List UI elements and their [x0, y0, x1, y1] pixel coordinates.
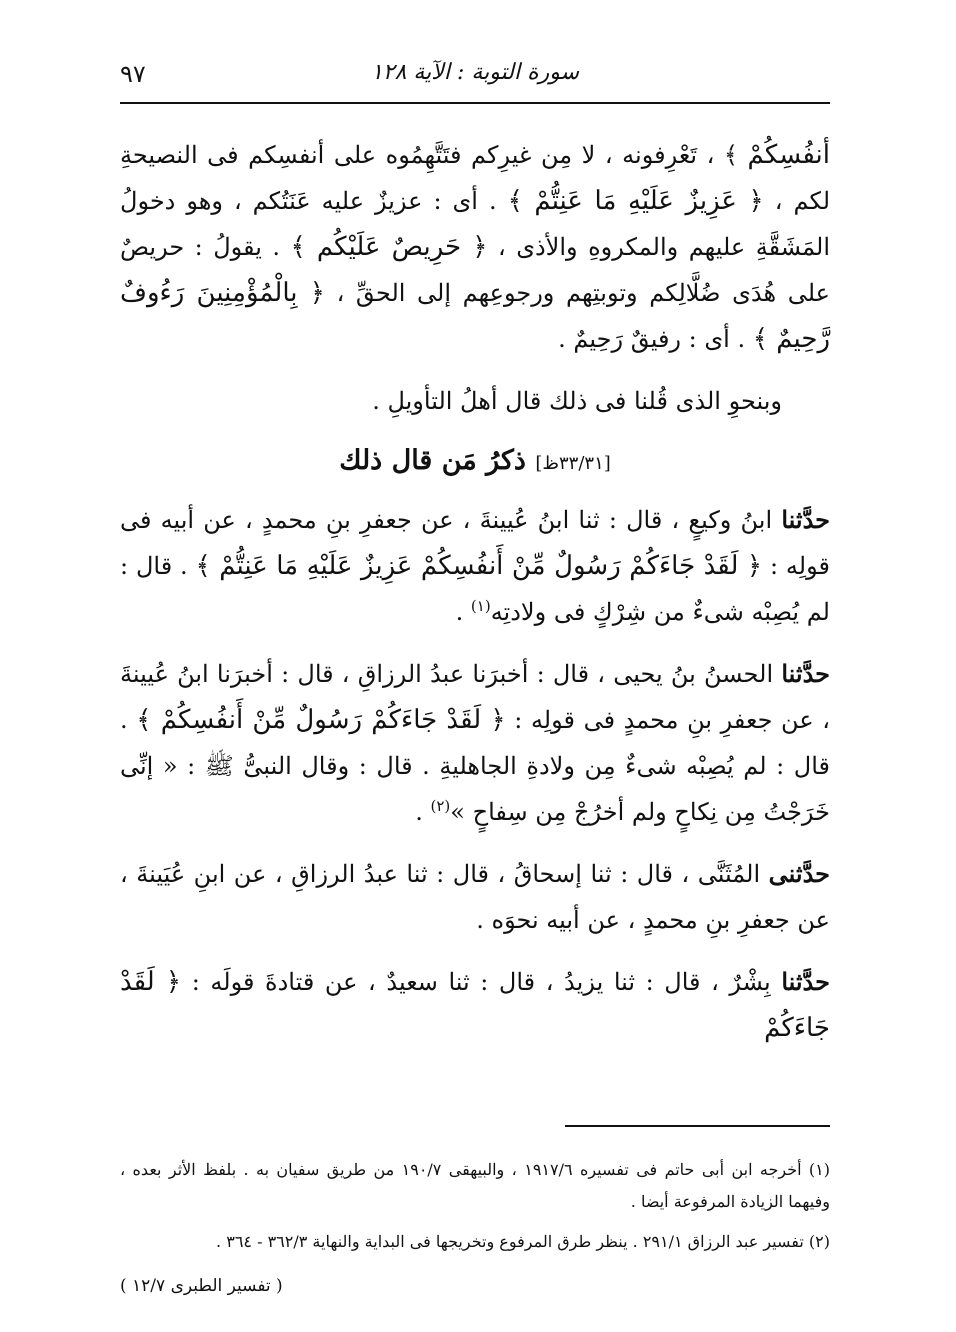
quran-quote: ﴿ بِالْمُؤْمِنِينَ رَءُوفٌ رَّحِيمٌ ﴾ [120, 278, 830, 354]
text-run: . [415, 798, 423, 826]
text-run: الحسنُ بنُ يحيى ، قال : أخبرَنا عبدُ الرزاقِ ، قال : أخبرَنا ابنُ عُيينةَ ، عن جعفرِ بنِ محمدٍ فى قولِه : [120, 660, 830, 734]
narration-lead: حدَّثنا [781, 967, 830, 996]
text-run: . قال : لم يُصِبْه شىءٌ من شِرْكٍ فى ولادتِه [120, 552, 830, 626]
text-run: . قال : لم يُصِبْه شىءٌ مِن ولادةِ الجاهليةِ . قال : وقال النبىُّ ﷺ : « إنِّى خَرَجْتُ مِن نِكاحٍ ولم أخرُجْ مِن سِفاحٍ » [120, 706, 830, 826]
footnote-divider [565, 1125, 830, 1127]
page-number: ٩٧ [120, 60, 146, 88]
quran-quote: ﴿ لَقَدْ جَاءَكُمْ رَسُولٌ مِّنْ أَنفُسِكُمْ عَزِيزٌ عَلَيْهِ مَا عَنِتُّمْ ﴾ [195, 551, 763, 581]
paragraph-narration-2 [120, 651, 830, 835]
quran-quote: ﴿ حَرِيصٌ عَلَيْكُم ﴾ [290, 232, 488, 262]
footnote-1: (١) أخرجه ابن أبى حاتم فى تفسيره ١٩١٧/٦ ، والبيهقى ١٩٠/٧ من طريق سفيان به . بلفظ الأثر بعده ، وفيهما الزيادة المرفوعة أيضا . [120, 1160, 830, 1211]
manuscript-ref: [٣٣/٣١ظ] [535, 453, 611, 474]
paragraph-summary: وبنحوِ الذى قُلنا فى ذلك قال أهلُ التأويلِ . [372, 387, 782, 415]
paragraph-narration-3 [120, 851, 830, 943]
narration-lead: حدَّثنى [768, 859, 830, 888]
footnote-marker[interactable]: (٢) [430, 797, 451, 815]
text-run: . يقولُ : حريصٌ على هُدَى ضُلَّالِكم وتوبتِهم ورجوعِهم إلى الحقِّ ، [120, 233, 830, 307]
header-divider [120, 102, 830, 104]
text-run: . أى : رفيقٌ رَحِيمٌ . [558, 325, 746, 353]
paragraph-narration-1 [120, 497, 830, 635]
running-head: سورة التوبة : الآية ١٢٨ [370, 60, 580, 85]
text-run: . [455, 598, 464, 626]
main-text [120, 132, 830, 1051]
text-run: ابنُ وكيعٍ ، قال : ثنا ابنُ عُيينةَ ، عن جعفرِ بنِ محمدٍ ، عن أبيه فى قولِه : [120, 506, 830, 580]
quran-quote: ﴿ لَقَدْ جَاءَكُمْ رَسُولٌ مِّنْ أَنفُسِكُمْ ﴾ [136, 705, 506, 735]
paragraph-narration-4 [120, 959, 830, 1051]
text-run: بِشْرٌ ، قال : ثنا يزيدُ ، قال : ثنا سعيدٌ ، عن قتادةَ قولَه : [191, 968, 771, 996]
section-title: ذكرُ مَن قال ذلك [339, 445, 526, 476]
footnote-2: (٢) تفسير عبد الرزاق ٢٩١/١ . ينظر طرق المرفوع وتخريجها فى البداية والنهاية ٣٦٢/٣ - ٣٦٤ . [216, 1232, 830, 1251]
footnotes [120, 1154, 830, 1266]
text-run: ، تَعْرِفونه ، لا مِن غيرِكم فتَتَّهِمُوه على أنفسِكم فى النصيحةِ لكم ، [120, 141, 831, 215]
narration-lead: حدَّثنا [781, 505, 831, 534]
text-run: . أى : عزيزٌ عليه عَنَتُكم ، وهو دخولُ المَشَقَّةِ عليهم والمكروهِ والأذى ، [120, 187, 830, 261]
volume-reference: ( تفسير الطبرى ١٢/٧ ) [120, 1276, 283, 1296]
paragraph-commentary: أنفُسِكُمْ ﴾ ، تَعْرِفونه ، لا مِن غيرِكم فتَتَّهِمُوه على أنفسِكم فى النصيحةِ لكم ، ﴿ عَزِيزٌ عَلَيْهِ مَا عَنِتُّمْ ﴾ . أى : عزيزٌ عليه عَنَتُكم ، وهو دخولُ المَشَقَّةِ عليهم والمكروهِ والأذى ، ﴿ حَرِيصٌ عَلَيْكُم ﴾ . يقولُ : حريصٌ على هُدَى ضُلَّالِكم وتوبتِهم ورجوعِهم إلى الحقِّ ، ﴿ بِالْمُؤْمِنِينَ رَءُوفٌ رَّحِيمٌ ﴾ . أى : رفيقٌ رَحِيمٌ . [120, 140, 831, 354]
quran-fragment: أنفُسِكُمْ [747, 140, 830, 170]
footnote-marker[interactable]: (١) [470, 597, 491, 615]
quran-quote: ﴿ عَزِيزٌ عَلَيْهِ مَا عَنِتُّمْ ﴾ [507, 186, 764, 216]
page-header [120, 54, 830, 98]
quran-quote: ﴿ لَقَدْ جَاءَكُمْ [120, 967, 830, 1043]
section-heading [120, 438, 830, 487]
text-run: المُثَنَّى ، قال : ثنا إسحاقُ ، قال : ثنا عبدُ الرزاقِ ، عن ابنِ عُيَينةَ ، عن جعفرِ بنِ محمدٍ ، عن أبيه نحوَه . [120, 860, 830, 934]
narration-lead: حدَّثنا [781, 659, 830, 688]
